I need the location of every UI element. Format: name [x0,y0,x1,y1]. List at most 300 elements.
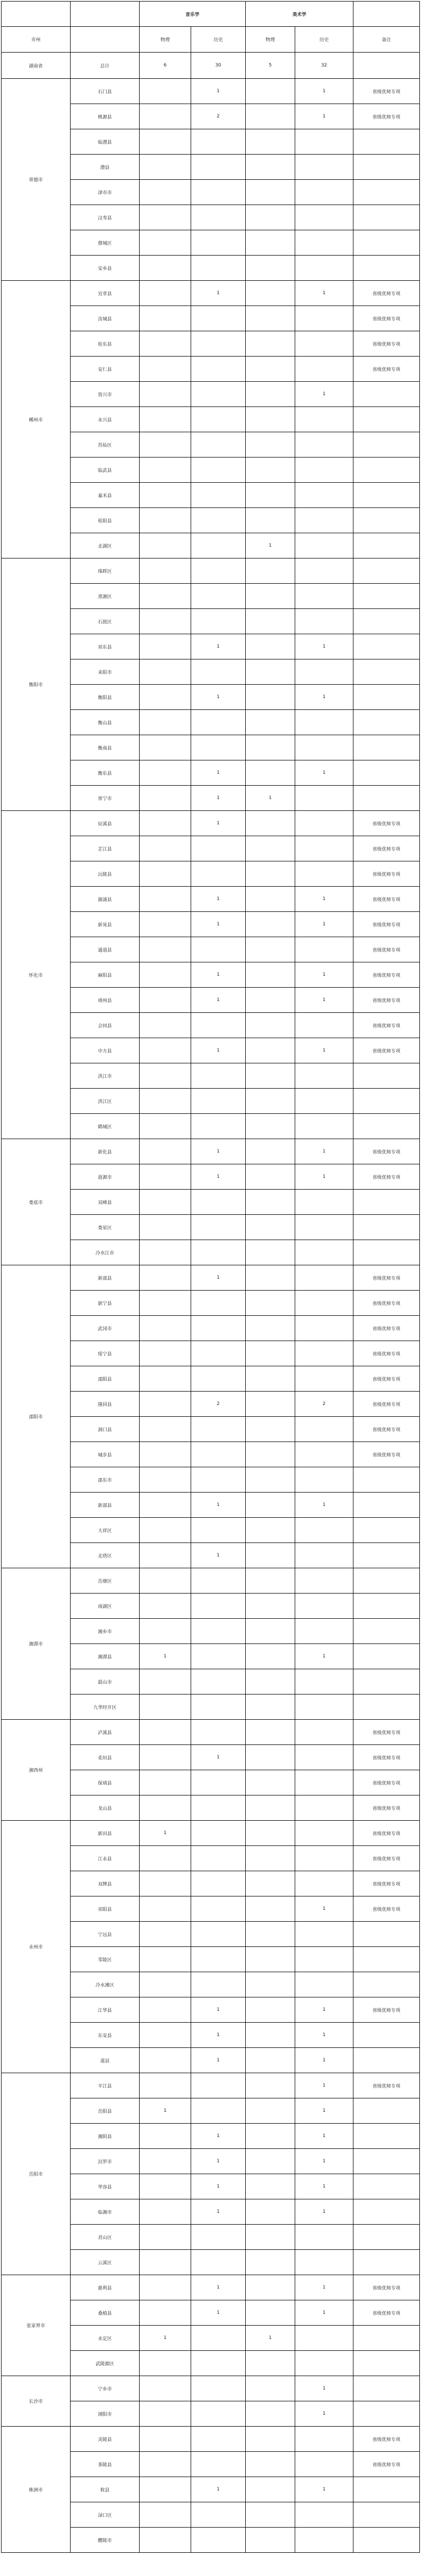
quota-cell: 1 [295,382,353,407]
county-cell: 资兴市 [71,382,140,407]
quota-cell: 1 [295,962,353,988]
quota-cell [246,1846,295,1871]
remark-cell: 省级优师专项 [353,331,420,357]
remark-cell [353,2351,420,2376]
remark-cell: 省级优师专项 [353,1745,420,1770]
quota-cell [246,1493,295,1518]
quota-cell [191,407,246,432]
quota-cell [295,180,353,205]
county-cell: 会同县 [71,1013,140,1038]
quota-cell [140,205,191,230]
city-cell: 衡阳市 [2,558,71,811]
quota-cell: 1 [191,2300,246,2326]
quota-cell [295,1467,353,1493]
county-cell: 新邵县 [71,1493,140,1518]
quota-cell [246,685,295,710]
quota-cell [246,432,295,457]
quota-cell: 1 [191,634,246,659]
quota-cell [295,306,353,331]
quota-cell [140,1568,191,1594]
quota-cell [295,1543,353,1568]
quota-cell [295,357,353,382]
county-cell: 江华县 [71,1997,140,2023]
quota-cell [246,104,295,129]
quota-cell [246,2174,295,2199]
remark-cell [353,2124,420,2149]
quota-cell [246,2528,295,2553]
remark-cell [353,508,420,533]
quota-cell [246,1770,295,1795]
county-cell: 永定区 [71,2326,140,2351]
county-cell: 道县 [71,2048,140,2073]
county-cell: 石门县 [71,79,140,104]
quota-cell [191,1518,246,1543]
county-cell: 宁远县 [71,1922,140,1947]
quota-cell [295,432,353,457]
quota-cell [140,155,191,180]
quota-cell [140,937,191,962]
county-cell: 临湘市 [71,2199,140,2225]
county-cell: 慈利县 [71,2275,140,2300]
quota-cell [140,2149,191,2174]
remark-cell [353,1089,420,1114]
header-physics-art: 物理 [246,27,295,53]
quota-cell [140,584,191,609]
quota-cell [246,205,295,230]
quota-cell [140,558,191,584]
header-row-columns [2,27,420,53]
city-cell: 张家界市 [2,2275,71,2376]
city-cell: 郴州市 [2,281,71,558]
table-row [2,1139,420,1164]
county-cell: 靖州县 [71,988,140,1013]
quota-cell [246,2124,295,2149]
remark-cell [353,256,420,281]
quota-cell [295,659,353,685]
quota-cell [246,1038,295,1063]
quota-cell [295,1568,353,1594]
quota-cell [140,1745,191,1770]
county-cell: 云溪区 [71,2250,140,2275]
quota-cell [295,1518,353,1543]
remark-cell: 省级优师专项 [353,1013,420,1038]
quota-cell [295,584,353,609]
table-row [2,1720,420,1745]
quota-cell [140,357,191,382]
county-cell: 衡南县 [71,735,140,760]
quota-cell [246,1694,295,1720]
remark-cell [353,2250,420,2275]
remark-cell: 省级优师专项 [353,1265,420,1291]
quota-cell [140,1366,191,1392]
county-cell: 桃源县 [71,104,140,129]
quota-cell: 1 [295,1644,353,1669]
quota-cell [191,129,246,155]
county-cell: 安乡县 [71,256,140,281]
quota-cell: 1 [140,2098,191,2124]
quota-cell: 2 [191,1392,246,1417]
quota-cell: 1 [191,1164,246,1190]
remark-cell [353,2376,420,2401]
remark-cell: 省级优师专项 [353,2300,420,2326]
quota-table [1,1,420,2553]
quota-cell [140,861,191,887]
county-cell: 宜章县 [71,281,140,306]
quota-cell [140,331,191,357]
remark-cell: 省级优师专项 [353,1821,420,1846]
quota-cell [246,2098,295,2124]
remark-cell [353,2149,420,2174]
county-cell: 安仁县 [71,357,140,382]
quota-cell: 1 [295,2376,353,2401]
quota-cell [140,2477,191,2502]
county-cell: 耒阳市 [71,659,140,685]
remark-cell [353,609,420,634]
remark-cell [353,735,420,760]
remark-cell [353,1922,420,1947]
quota-cell [191,1972,246,1997]
quota-cell [191,2098,246,2124]
quota-cell [140,306,191,331]
quota-cell [191,1795,246,1821]
quota-cell [140,2124,191,2149]
quota-cell: 1 [295,2073,353,2098]
county-cell: 冷水江市 [71,1240,140,1265]
remark-cell: 省级优师专项 [353,1038,420,1063]
quota-cell [191,735,246,760]
county-cell: 君山区 [71,2225,140,2250]
quota-cell [191,1442,246,1467]
county-cell: 临澧县 [71,129,140,155]
quota-cell [140,1871,191,1896]
quota-cell [295,1922,353,1947]
quota-cell: 1 [295,2149,353,2174]
quota-cell [140,1493,191,1518]
remark-cell [353,2326,420,2351]
quota-cell: 1 [191,2477,246,2502]
remark-cell: 省级优师专项 [353,1871,420,1896]
remark-cell: 省级优师专项 [353,1291,420,1316]
remark-cell [353,1972,420,1997]
quota-cell [246,558,295,584]
quota-cell [191,1316,246,1341]
county-cell: 新邵县 [71,1265,140,1291]
remark-cell: 省级优师专项 [353,1442,420,1467]
quota-cell [191,2376,246,2401]
city-cell: 永州市 [2,1821,71,2073]
quota-cell [295,1669,353,1694]
quota-cell [140,1013,191,1038]
quota-cell [191,1871,246,1896]
remark-cell: 省级优师专项 [353,79,420,104]
quota-cell [246,1997,295,2023]
quota-cell [295,407,353,432]
remark-cell [353,407,420,432]
county-cell: 蒸湘区 [71,584,140,609]
totals-province: 湖南省 [2,53,71,79]
remark-cell [353,155,420,180]
quota-cell [295,1063,353,1089]
quota-cell [191,1669,246,1694]
county-cell: 东安县 [71,2023,140,2048]
remark-cell [353,382,420,407]
remark-cell: 省级优师专项 [353,1846,420,1871]
county-cell: 桂阳县 [71,508,140,533]
quota-cell [191,256,246,281]
county-cell: 北湖区 [71,533,140,558]
quota-cell [295,735,353,760]
quota-cell [246,155,295,180]
county-cell: 津市市 [71,180,140,205]
remark-cell [353,1543,420,1568]
remark-cell: 省级优师专项 [353,1164,420,1190]
county-cell: 岳阳县 [71,2098,140,2124]
county-cell: 芷江县 [71,836,140,861]
county-cell: 衡山县 [71,710,140,735]
quota-cell [140,1467,191,1493]
remark-cell [353,558,420,584]
quota-cell [246,1568,295,1594]
county-cell: 武陵源区 [71,2351,140,2376]
quota-cell [191,1594,246,1619]
quota-cell [191,2250,246,2275]
quota-cell [295,1795,353,1821]
quota-cell [191,357,246,382]
quota-cell [191,836,246,861]
county-cell: 龙山县 [71,1795,140,1821]
quota-cell: 1 [191,2023,246,2048]
city-cell: 岳阳市 [2,2073,71,2275]
quota-cell [295,2427,353,2452]
quota-cell [140,1341,191,1366]
city-cell: 常德市 [2,79,71,281]
quota-cell: 1 [246,533,295,558]
county-cell: 绥宁县 [71,1341,140,1366]
quota-cell [295,2225,353,2250]
quota-cell [140,1543,191,1568]
county-cell: 邵阳县 [71,1366,140,1392]
quota-cell: 1 [191,912,246,937]
quota-cell [191,1619,246,1644]
remark-cell [353,584,420,609]
county-cell: 大祥区 [71,1518,140,1543]
quota-cell [246,2048,295,2073]
quota-cell: 1 [191,2124,246,2149]
quota-cell [140,1316,191,1341]
quota-cell [246,1594,295,1619]
quota-cell: 1 [295,988,353,1013]
county-cell: 麻阳县 [71,962,140,988]
quota-cell: 1 [191,2199,246,2225]
quota-cell [295,1265,353,1291]
quota-cell [246,1013,295,1038]
quota-cell: 1 [295,887,353,912]
quota-cell [246,1442,295,1467]
quota-cell [140,256,191,281]
quota-cell [295,558,353,584]
quota-cell [295,1694,353,1720]
quota-cell [246,836,295,861]
quota-cell [246,1947,295,1972]
quota-cell: 1 [191,1493,246,1518]
quota-cell: 1 [191,1997,246,2023]
county-cell: 洪江市 [71,1063,140,1089]
quota-cell [246,1821,295,1846]
quota-cell [295,256,353,281]
quota-cell [140,1947,191,1972]
quota-cell [191,1922,246,1947]
quota-cell [246,2502,295,2528]
remark-cell: 省级优师专项 [353,836,420,861]
quota-cell [246,1543,295,1568]
quota-cell: 1 [295,912,353,937]
quota-cell [140,483,191,508]
quota-cell [295,811,353,836]
quota-cell [140,1139,191,1164]
quota-cell [140,230,191,256]
county-cell: 九华经开区 [71,1694,140,1720]
quota-cell [140,1594,191,1619]
quota-cell [246,609,295,634]
quota-cell: 1 [295,1997,353,2023]
remark-cell [353,432,420,457]
county-cell: 汉寿县 [71,205,140,230]
remark-cell: 省级优师专项 [353,2275,420,2300]
remark-cell [353,1619,420,1644]
county-cell: 澧县 [71,155,140,180]
remark-cell: 省级优师专项 [353,861,420,887]
quota-cell [295,1114,353,1139]
county-cell: 双峰县 [71,1190,140,1215]
quota-cell [246,2477,295,2502]
quota-cell [140,1922,191,1947]
city-cell: 湘西州 [2,1720,71,1821]
quota-cell [295,1720,353,1745]
quota-cell: 1 [295,2300,353,2326]
remark-cell [353,1215,420,1240]
totals-label: 总计 [71,53,140,79]
county-cell: 平江县 [71,2073,140,2098]
quota-cell [295,1947,353,1972]
county-cell: 嘉禾县 [71,483,140,508]
quota-cell [295,937,353,962]
quota-cell [246,1190,295,1215]
county-cell: 涟源市 [71,1164,140,1190]
quota-cell [295,533,353,558]
remark-cell: 省级优师专项 [353,2452,420,2477]
table-row [2,2275,420,2300]
remark-cell [353,483,420,508]
remark-cell: 省级优师专项 [353,912,420,937]
quota-cell [140,382,191,407]
remark-cell [353,710,420,735]
quota-cell: 1 [246,2326,295,2351]
quota-cell [246,760,295,786]
quota-cell [191,659,246,685]
quota-cell [140,1190,191,1215]
quota-cell [191,1568,246,1594]
quota-cell [191,230,246,256]
county-cell: 衡阳县 [71,685,140,710]
quota-cell [246,2073,295,2098]
quota-cell [295,1013,353,1038]
quota-cell [191,584,246,609]
quota-cell: 1 [295,2098,353,2124]
quota-cell [140,1619,191,1644]
quota-cell [246,735,295,760]
quota-cell: 1 [295,2023,353,2048]
totals-remark [353,53,420,79]
county-cell: 洪江区 [71,1089,140,1114]
quota-cell: 1 [295,2477,353,2502]
county-cell: 零陵区 [71,1947,140,1972]
quota-cell [140,962,191,988]
county-cell: 石鼓区 [71,609,140,634]
header-physics-music: 物理 [140,27,191,53]
remark-cell: 省级优师专项 [353,1720,420,1745]
remark-cell: 省级优师专项 [353,357,420,382]
county-cell: 湘阴县 [71,2124,140,2149]
quota-cell [246,2300,295,2326]
table-row [2,79,420,104]
quota-cell [140,1669,191,1694]
county-cell: 双牌县 [71,1871,140,1896]
quota-cell: 1 [191,2275,246,2300]
quota-cell [140,2502,191,2528]
quota-cell [246,1366,295,1392]
quota-cell [191,1821,246,1846]
remark-cell [353,1240,420,1265]
quota-cell [140,533,191,558]
quota-cell [140,1694,191,1720]
quota-cell: 1 [140,2326,191,2351]
county-cell: 韶山市 [71,1669,140,1694]
quota-cell [295,1417,353,1442]
county-cell: 武冈市 [71,1316,140,1341]
city-cell: 邵阳市 [2,1265,71,1568]
quota-cell [191,2225,246,2250]
quota-cell [140,2023,191,2048]
quota-cell [295,483,353,508]
county-cell: 渌口区 [71,2502,140,2528]
quota-cell [295,155,353,180]
remark-cell [353,1644,420,1669]
remark-cell [353,760,420,786]
quota-cell [140,1518,191,1543]
quota-cell [191,483,246,508]
quota-cell [295,1240,353,1265]
quota-cell [191,1366,246,1392]
quota-cell [140,1846,191,1871]
quota-cell [140,2452,191,2477]
quota-cell [246,2427,295,2452]
county-cell: 桑植县 [71,2300,140,2326]
table-row [2,1821,420,1846]
quota-cell [140,1972,191,1997]
quota-cell: 1 [295,281,353,306]
quota-cell [295,1089,353,1114]
header-blank-cell [2,2,71,27]
quota-cell [191,861,246,887]
remark-cell: 省级优师专项 [353,2073,420,2098]
quota-cell: 1 [295,1493,353,1518]
table-row [2,281,420,306]
quota-cell [191,1114,246,1139]
county-cell: 临武县 [71,457,140,483]
quota-cell [140,634,191,659]
remark-cell [353,2401,420,2427]
quota-cell [140,887,191,912]
